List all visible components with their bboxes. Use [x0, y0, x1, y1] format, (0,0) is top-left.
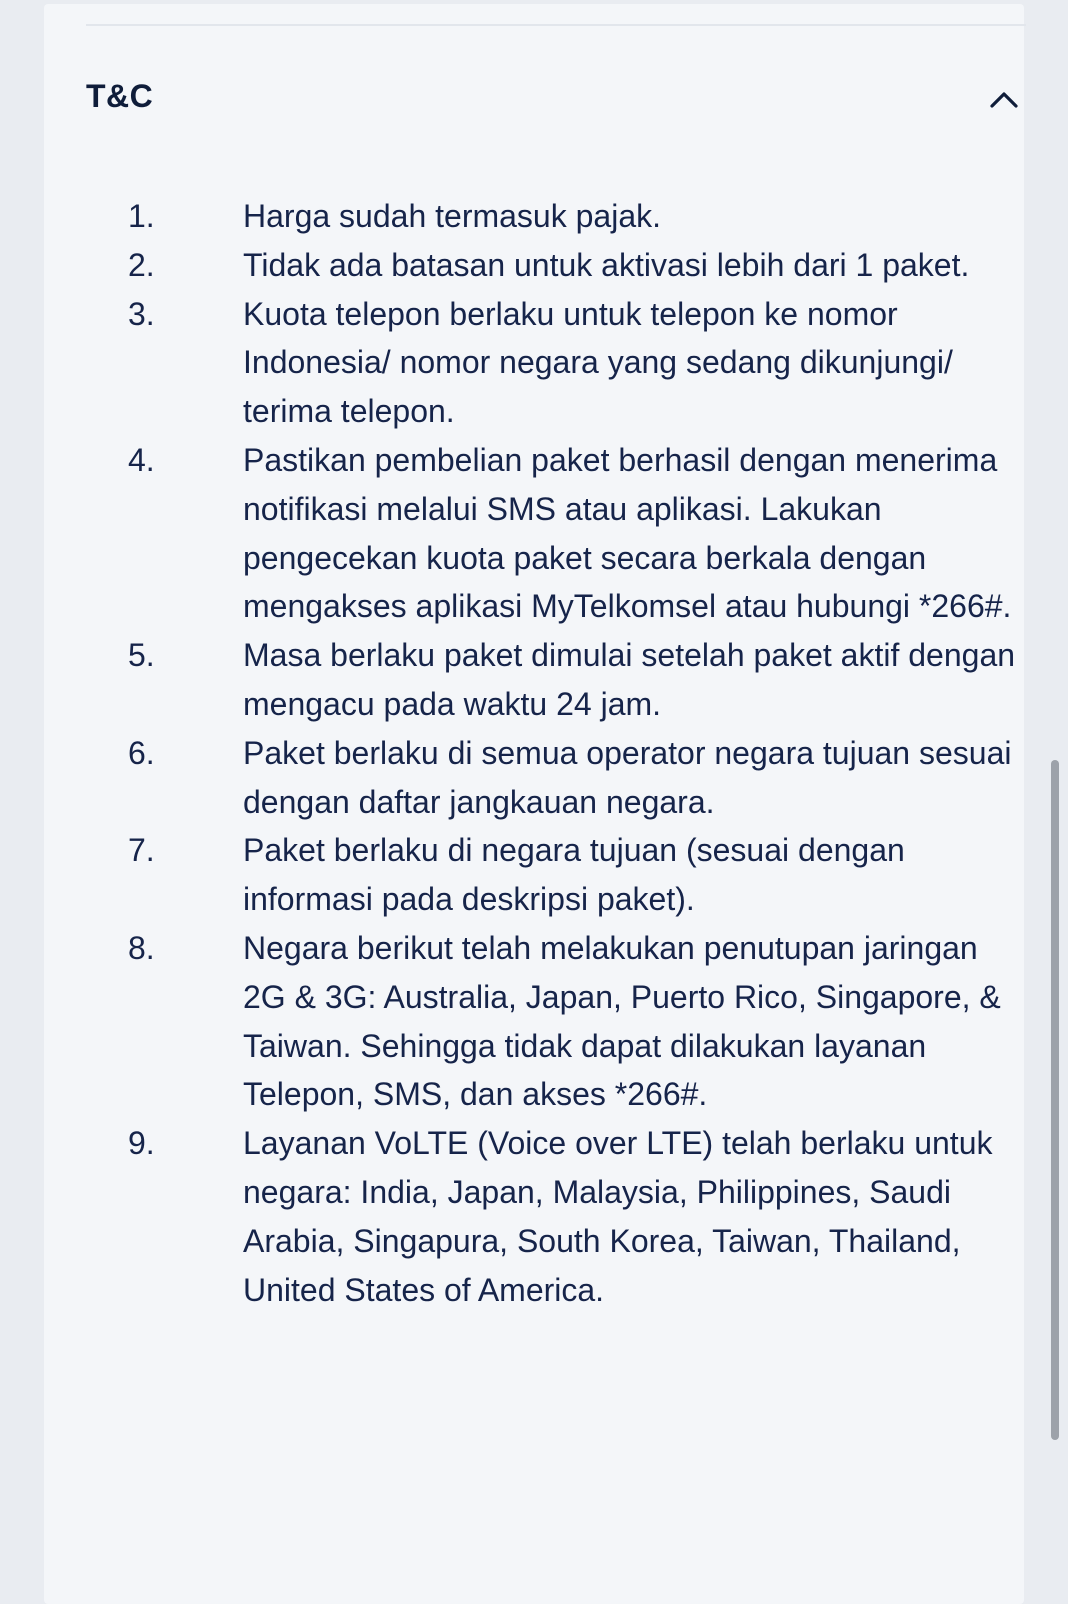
term-text: Paket berlaku di negara tujuan (sesuai dengan informasi pada deskripsi paket). [243, 832, 905, 918]
term-item [128, 826, 1018, 924]
divider [86, 24, 1026, 26]
term-number: 8. [128, 929, 155, 966]
chevron-up-icon[interactable] [986, 82, 1022, 118]
term-number: 2. [128, 246, 155, 283]
term-item [128, 192, 1018, 241]
term-number: 9. [128, 1125, 155, 1162]
term-text: Negara berikut telah melakukan penutupan jaringan 2G & 3G: Australia, Japan, Puerto Rico, Singapore, & Taiwan. Sehingga tidak dapat dilakukan layanan Telepon, SMS, dan akses *266#. [243, 929, 1001, 1113]
term-text: Layanan VoLTE (Voice over LTE) telah berlaku untuk negara: India, Japan, Malaysia, Philippines, Saudi Arabia, Singapura, South Korea, Taiwan, Thailand, United States of America. [243, 1125, 993, 1308]
term-number: 4. [128, 441, 155, 478]
tnc-accordion-header[interactable] [86, 74, 1026, 126]
term-text: Paket berlaku di semua operator negara tujuan sesuai dengan daftar jangkauan negara. [243, 734, 1012, 820]
term-number: 7. [128, 832, 155, 869]
term-text: Tidak ada batasan untuk aktivasi lebih dari 1 paket. [243, 246, 970, 283]
tnc-card [44, 4, 1024, 1604]
term-item [128, 924, 1018, 1119]
term-item [128, 631, 1018, 729]
term-number: 3. [128, 295, 155, 332]
tnc-title: T&C [86, 78, 154, 114]
term-number: 1. [128, 198, 155, 234]
term-text: Masa berlaku paket dimulai setelah paket aktif dengan mengacu pada waktu 24 jam. [243, 637, 1016, 722]
term-item [128, 241, 1018, 290]
term-text: Pastikan pembelian paket berhasil dengan menerima notifikasi melalui SMS atau aplikasi. Lakukan pengecekan kuota paket secara berkala dengan mengakses aplikasi MyTelkomsel atau hubungi *266#. [243, 441, 1012, 625]
term-number: 6. [128, 734, 155, 771]
term-number: 5. [128, 637, 155, 674]
term-text: Harga sudah termasuk pajak. [243, 198, 661, 234]
terms-list [128, 192, 1018, 1314]
term-item [128, 290, 1018, 436]
term-item [128, 1119, 1018, 1314]
term-item [128, 436, 1018, 631]
term-item [128, 729, 1018, 827]
term-text: Kuota telepon berlaku untuk telepon ke nomor Indonesia/ nomor negara yang sedang dikunjungi/ terima telepon. [243, 295, 953, 430]
scrollbar-thumb[interactable] [1051, 760, 1059, 1440]
